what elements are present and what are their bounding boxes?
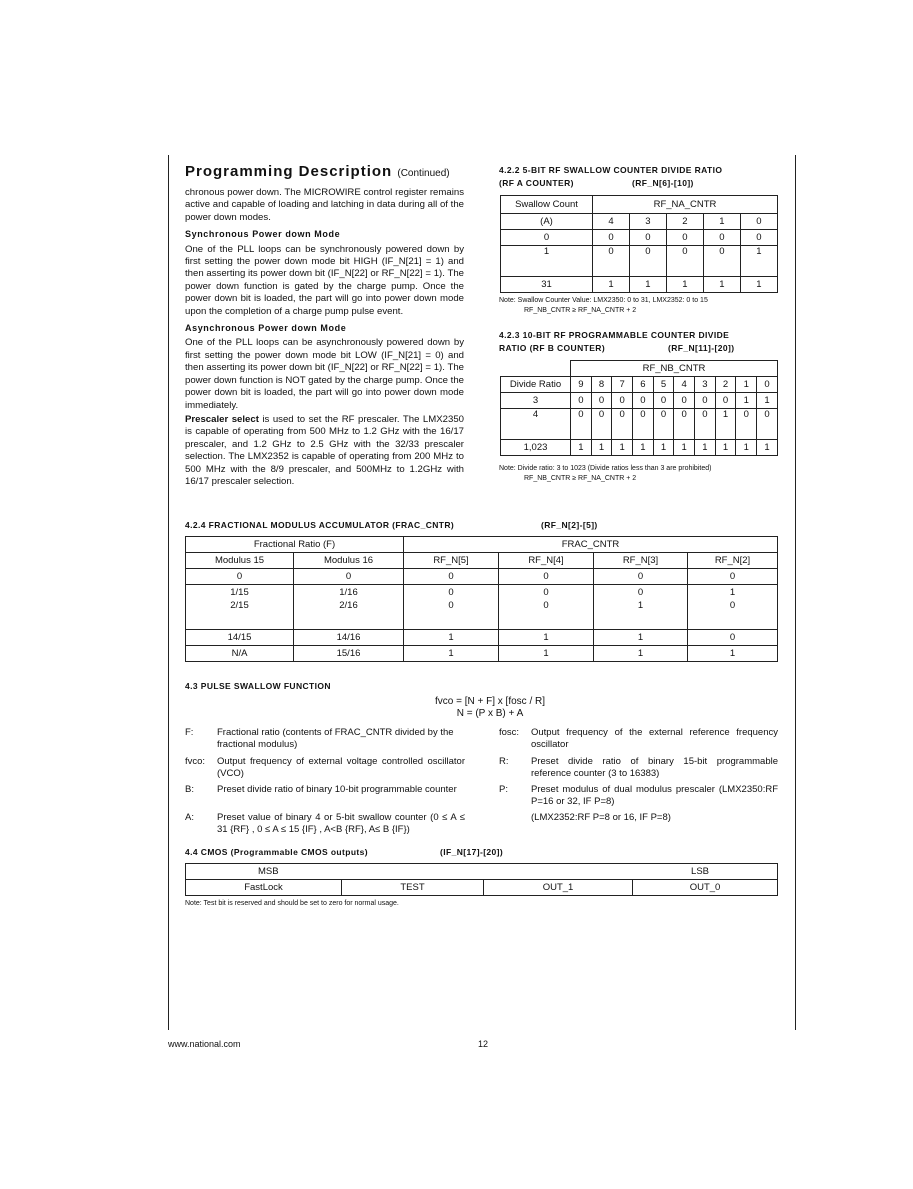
table-cell: 0 (499, 585, 594, 601)
table-cell: 1 (593, 277, 630, 293)
table-cell: Fractional ratio (contents of FRAC_CNTR divided by the fractional modulus) (217, 727, 454, 750)
table-cell: 1 (703, 277, 740, 293)
table-cell: 0 (757, 409, 778, 440)
definition-f (185, 727, 465, 751)
table-cell: 3 (629, 214, 666, 230)
swallow-title: 4.2.2 5-BIT RF SWALLOW COUNTER DIVIDE RATIO (499, 165, 723, 175)
table-row (186, 569, 778, 585)
table-cell: 0 (571, 393, 592, 409)
table-cell: 1 (736, 440, 757, 456)
table-cell: 1 (571, 440, 592, 456)
table-cell: RF_N[4] (499, 553, 594, 569)
table-cell: Modulus 16 (294, 553, 404, 569)
prescaler-text: is used to set the RF prescaler. The LMX2350 is capable of operating from 500 MHz to 1.2 GHz with the 16/17 prescaler, and 1.2 GHz to 2.5 GHz with the 32/33 prescaler selection. The LMX2352 is capable of operating from 200 MHz to 500 MHz with the 8/9 prescaler, and 500MHz to 1.2GHz with 16/17 prescaler selection. (185, 413, 464, 487)
programmable-register-header: RF_NB_CNTR (571, 361, 778, 377)
swallow-note-1: Note: Swallow Counter Value: LMX2350: 0 to 31, LMX2352: 0 to 15 (499, 297, 708, 304)
table-cell: TEST (342, 880, 484, 896)
msb-label: MSB (258, 866, 279, 877)
definition-p (499, 784, 778, 808)
table-cell: 0 (703, 230, 740, 246)
table-cell: 1 (757, 440, 778, 456)
table-row (186, 880, 778, 896)
table-cell: 1 (653, 440, 674, 456)
heading-continued: (Continued) (397, 168, 450, 179)
paragraph-prescaler (185, 414, 464, 488)
definition-r (499, 756, 778, 780)
table-cell: 0 (404, 569, 499, 585)
table-cell: 14/15 (186, 630, 294, 646)
table-cell: 1 (594, 630, 688, 646)
table-cell: 0 (629, 246, 666, 277)
table-row (501, 377, 778, 393)
cmos-title: 4.4 CMOS (Programmable CMOS outputs) (185, 847, 369, 857)
table-cell: OUT_0 (633, 880, 778, 896)
table-cell: 1 (736, 393, 757, 409)
table-cell: 0 (594, 585, 688, 601)
table-cell: Output frequency of the external reference frequency oscillator (531, 727, 778, 750)
table-cell: 1 (594, 600, 688, 630)
paragraph-sync: One of the PLL loops can be synchronously powered down by first setting the power down mode bit HIGH (IF_N[21] = 1) and then asserting its power down bit (IF_N[22] or RF_N[22] = 1). The power down function is gated by the charge pump. Once the power down bit is loaded, the part will go into power down mode upon the completion of a charge pump pulse event. (185, 243, 464, 317)
sync-power-down-title: Synchronous Power down Mode (185, 229, 341, 240)
left-column-text (185, 187, 464, 488)
table-cell: 0 (757, 377, 778, 393)
table-cell: 0 (404, 585, 499, 601)
table-cell: 1 (501, 246, 593, 277)
table-cell: 0 (688, 600, 778, 630)
cmos-table (185, 879, 778, 896)
definition-fosc (499, 727, 778, 751)
table-cell: FastLock (186, 880, 342, 896)
page-frame-right (795, 155, 796, 1030)
swallow-register-header: RF_NA_CNTR (593, 196, 778, 214)
swallow-register: (RF_N[6]-[10]) (632, 178, 694, 188)
table-cell: 0 (499, 569, 594, 585)
table-cell: 6 (633, 377, 654, 393)
table-row (501, 230, 778, 246)
pulse-title: 4.3 PULSE SWALLOW FUNCTION (185, 681, 331, 691)
table-cell: 1 (499, 646, 594, 662)
table-cell: 0 (666, 230, 703, 246)
table-cell: 0 (633, 393, 654, 409)
swallow-table (500, 195, 778, 293)
table-cell: 0 (740, 230, 777, 246)
programmable-table (500, 360, 778, 456)
cmos-register: (IF_N[17]-[20]) (440, 847, 504, 857)
table-cell: 0 (501, 230, 593, 246)
frac-register: (RF_N[2]-[5]) (541, 520, 598, 530)
table-cell: fosc: (499, 727, 520, 738)
table-cell: 1 (594, 646, 688, 662)
table-cell: 4 (593, 214, 630, 230)
table-cell: 1 (688, 585, 778, 601)
table-cell: 0 (629, 230, 666, 246)
table-cell: Modulus 15 (186, 553, 294, 569)
table-cell: 0 (653, 393, 674, 409)
programmable-note-2: RF_NB_CNTR ≥ RF_NA_CNTR + 2 (524, 475, 637, 482)
table-cell: 1 (703, 214, 740, 230)
paragraph-power-down: chronous power down. The MICROWIRE control register remains active and capable of loading and latching in data during all of the power down modes. (185, 187, 464, 223)
table-cell: 2 (666, 214, 703, 230)
table-cell: 0 (740, 214, 777, 230)
table-row (186, 585, 778, 601)
table-cell: 0 (688, 630, 778, 646)
table-cell: 1 (715, 440, 736, 456)
table-cell: 0 (695, 393, 716, 409)
table-cell: 1 (736, 377, 757, 393)
table-cell: 1 (633, 440, 654, 456)
table-cell: 3 (695, 377, 716, 393)
table-cell: 1 (740, 277, 777, 293)
table-cell: 1 (740, 246, 777, 277)
table-cell: 1 (404, 646, 499, 662)
table-cell: 15/16 (294, 646, 404, 662)
table-cell: 0 (404, 600, 499, 630)
table-row (501, 214, 778, 230)
paragraph-async: One of the PLL loops can be asynchronously powered down by first setting the power down mode bit LOW (IF_N[21] = 0) and then asserting its power down bit (IF_N[22] or RF_N[22] = 1). The power down function is NOT gated by the charge pump. Once the power down bit is loaded, the part will go into power down mode immediately. (185, 337, 464, 411)
table-cell: 0 (593, 246, 630, 277)
table-row (501, 393, 778, 409)
prescaler-lead: Prescaler select (185, 413, 259, 425)
table-cell: 1,023 (501, 440, 571, 456)
frac-title: 4.2.4 FRACTIONAL MODULUS ACCUMULATOR (FRAC_CNTR) (185, 520, 455, 530)
table-cell: 1/15 (186, 585, 294, 601)
table-cell: 1 (695, 440, 716, 456)
definition-fvco (185, 756, 465, 780)
table-cell: Divide Ratio (501, 377, 571, 393)
table-row (501, 277, 778, 293)
table-cell: 0 (674, 409, 695, 440)
table-cell: 1 (499, 630, 594, 646)
table-cell: 0 (612, 409, 633, 440)
table-row (186, 630, 778, 646)
table-cell: 0 (591, 409, 612, 440)
table-cell: 0 (703, 246, 740, 277)
table-cell: Output frequency of external voltage controlled oscillator (VCO) (217, 756, 465, 779)
lsb-label: LSB (691, 866, 709, 877)
programmable-title: 4.2.3 10-BIT RF PROGRAMMABLE COUNTER DIVIDE (499, 330, 730, 340)
table-cell: 0 (571, 409, 592, 440)
table-cell: 0 (294, 569, 404, 585)
table-cell: RF_N[5] (404, 553, 499, 569)
table-cell: 2/16 (294, 600, 404, 630)
table-cell: 0 (633, 409, 654, 440)
table-cell: 1 (591, 440, 612, 456)
table-cell: 1 (715, 409, 736, 440)
table-cell: 0 (688, 569, 778, 585)
table-cell: 1 (757, 393, 778, 409)
table-cell: Preset divide ratio of binary 10-bit programmable counter (217, 784, 457, 795)
footer-site: www.national.com (168, 1039, 241, 1049)
table-cell: P: (499, 784, 508, 795)
table-cell: 7 (612, 377, 633, 393)
table-cell: 14/16 (294, 630, 404, 646)
table-row (501, 246, 778, 277)
definition-b (185, 784, 465, 796)
programmable-subtitle: RATIO (RF B COUNTER) (499, 343, 606, 353)
table-cell: 1 (629, 277, 666, 293)
programmable-note-1: Note: Divide ratio: 3 to 1023 (Divide ratios less than 3 are prohibited) (499, 465, 712, 472)
table-cell: 4 (674, 377, 695, 393)
table-cell: 1 (612, 440, 633, 456)
table-cell: 2 (715, 377, 736, 393)
table-cell: 1 (666, 277, 703, 293)
table-cell: 0 (594, 569, 688, 585)
table-row (186, 646, 778, 662)
table-cell: A: (185, 812, 194, 823)
table-cell: 0 (653, 409, 674, 440)
table-cell: 2/15 (186, 600, 294, 630)
table-row (186, 600, 778, 630)
table-cell: 0 (499, 600, 594, 630)
frac-group-register: FRAC_CNTR (404, 537, 778, 553)
table-cell: fvco: (185, 756, 206, 767)
table-cell: 0 (736, 409, 757, 440)
table-cell: 1 (674, 440, 695, 456)
table-cell: RF_N[3] (594, 553, 688, 569)
table-cell: B: (185, 784, 194, 795)
cmos-note: Note: Test bit is reserved and should be set to zero for normal usage. (185, 900, 399, 907)
table-cell: Preset divide ratio of binary 15-bit programmable reference counter (3 to 16383) (531, 756, 778, 779)
table-cell: 8 (591, 377, 612, 393)
table-cell: 1 (404, 630, 499, 646)
page-number: 12 (478, 1039, 489, 1049)
table-cell: F: (185, 727, 194, 738)
definition-p-lmx2352: (LMX2352:RF P=8 or 16, IF P=8) (531, 812, 671, 823)
table-cell: RF_N[2] (688, 553, 778, 569)
formula-fvco: fvco = [N + F] x [fosc / R] (434, 696, 546, 707)
table-cell: 0 (674, 393, 695, 409)
heading-title: Programming Description (185, 163, 393, 180)
table-cell: 0 (612, 393, 633, 409)
definition-a (185, 812, 465, 836)
frac-table (185, 536, 778, 662)
table-cell: 9 (571, 377, 592, 393)
table-cell: 0 (695, 409, 716, 440)
async-power-down-title: Asynchronous Power down Mode (185, 323, 347, 334)
table-cell: (A) (501, 214, 593, 230)
table-cell: 5 (653, 377, 674, 393)
programmable-register: (RF_N[11]-[20]) (668, 343, 735, 353)
table-cell: 1/16 (294, 585, 404, 601)
table-cell: 0 (666, 246, 703, 277)
frac-group-ratio: Fractional Ratio (F) (186, 537, 404, 553)
table-cell: 0 (186, 569, 294, 585)
page-frame-left (168, 155, 169, 1030)
swallow-note-2: RF_NB_CNTR ≥ RF_NA_CNTR + 2 (524, 307, 637, 314)
table-cell: 0 (591, 393, 612, 409)
swallow-count-header: Swallow Count (501, 196, 593, 214)
page-heading (185, 163, 450, 180)
table-row (501, 409, 778, 440)
table-cell: 3 (501, 393, 571, 409)
table-cell: 4 (501, 409, 571, 440)
table-cell: R: (499, 756, 509, 767)
table-cell: Preset value of binary 4 or 5-bit swallow counter (0 ≤ A ≤ 31 {RF} , 0 ≤ A ≤ 15 {IF} , A<B {RF}, A≤ B {IF}) (217, 812, 465, 835)
swallow-subtitle: (RF A COUNTER) (499, 178, 574, 188)
table-cell: OUT_1 (484, 880, 633, 896)
table-cell: 31 (501, 277, 593, 293)
cmos-bit-order-row (185, 863, 778, 879)
table-cell: 0 (715, 393, 736, 409)
table-cell: Preset modulus of dual modulus prescaler (LMX2350:RF P=16 or 32, IF P=8) (531, 784, 778, 807)
formula-n: N = (P x B) + A (456, 708, 524, 719)
table-cell: N/A (186, 646, 294, 662)
table-cell: 0 (593, 230, 630, 246)
table-cell: 1 (688, 646, 778, 662)
table-row (501, 440, 778, 456)
